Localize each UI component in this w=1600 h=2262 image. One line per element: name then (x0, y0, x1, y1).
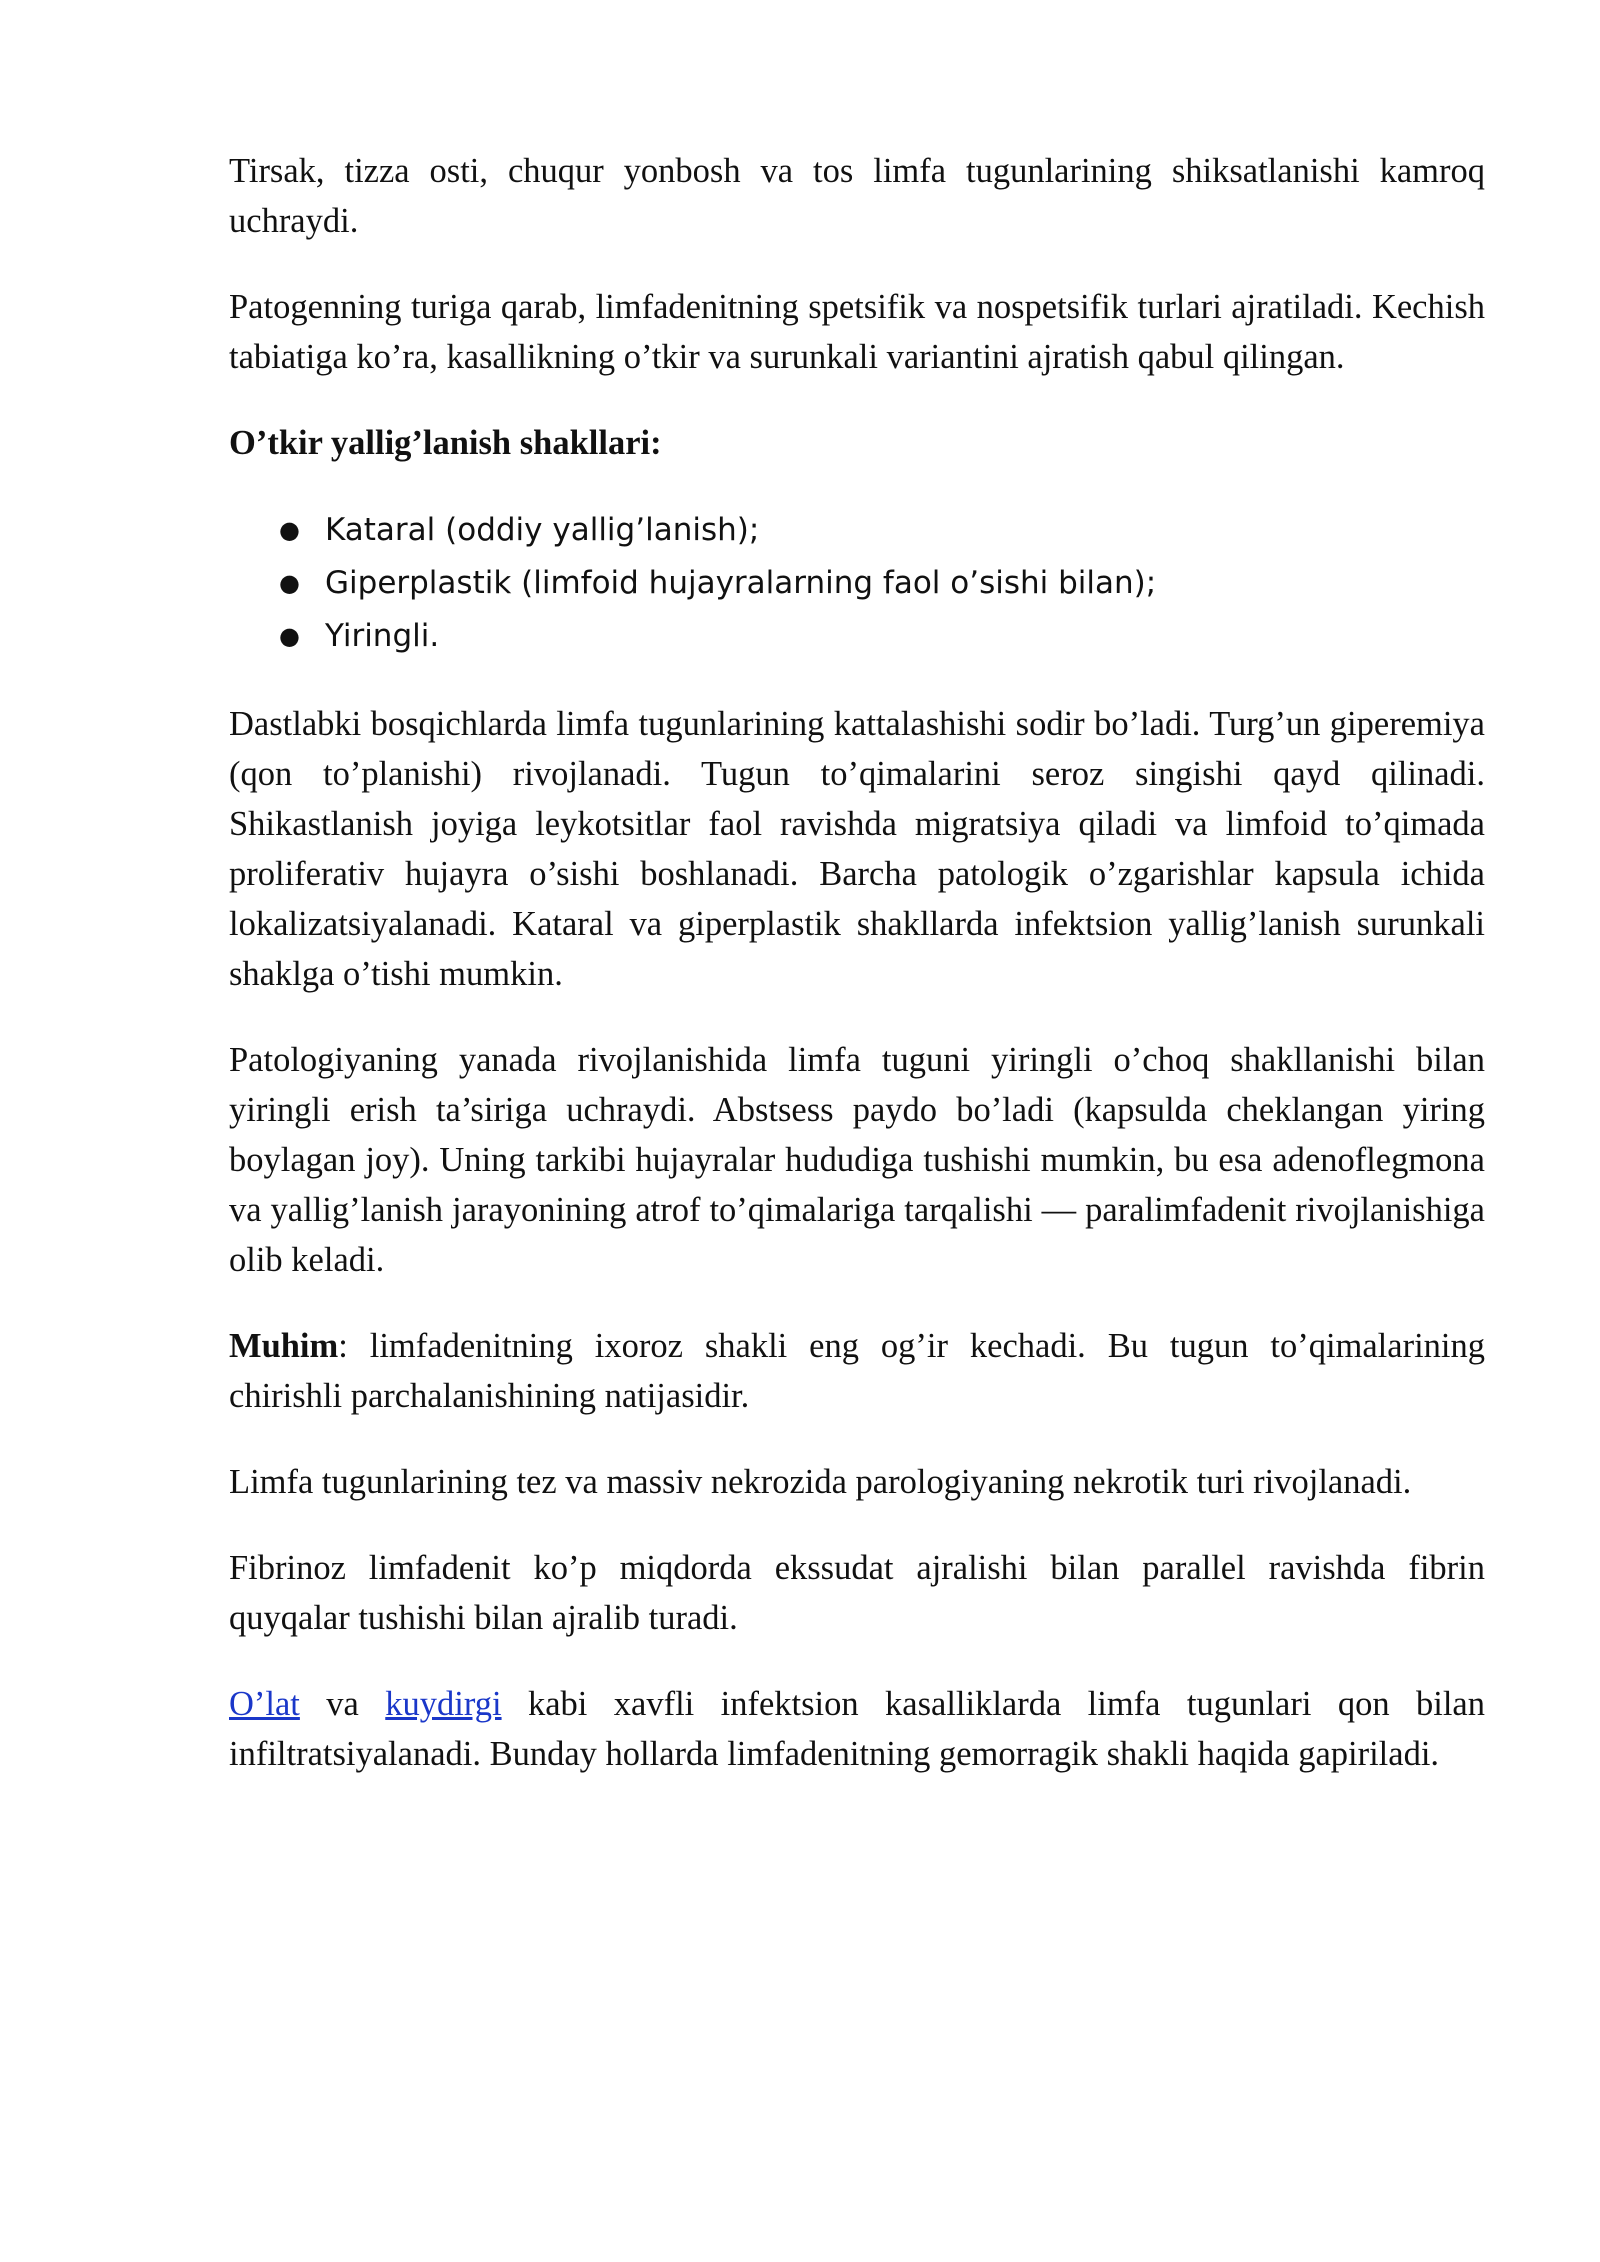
bullet-icon: ● (279, 569, 300, 597)
paragraph-7: Fibrinoz limfadenit ko’p miqdorda ekssudat ajralishi bilan parallel ravishda fibrin quyqalar tushishi bilan ajralib turadi. (229, 1549, 1485, 1637)
olat-link[interactable]: O’lat (229, 1685, 300, 1723)
bullet-list (229, 504, 1485, 663)
paragraph-8-text: kabi xavfli infektsion kasalliklarda limfa tugunlari qon bilan infiltratsiyalanadi. Bunday hollarda limfadenitning gemorragik shakli haqida gapiriladi. (229, 1685, 1485, 1773)
bullet-icon: ● (279, 622, 300, 650)
paragraph-1: Tirsak, tizza osti, chuqur yonbosh va tos limfa tugunlarining shiksatlanishi kamroq uchraydi. (229, 152, 1485, 240)
list-item (279, 557, 1485, 610)
bullet-icon: ● (279, 516, 300, 544)
paragraph-8 (229, 1679, 1485, 1779)
kuydirgi-link[interactable]: kuydirgi (385, 1685, 502, 1723)
important-label: Muhim (229, 1327, 339, 1365)
document-page (229, 146, 1485, 1815)
list-item-text: Kataral (oddiy yallig’lanish); (325, 512, 760, 548)
paragraph-4: Patologiyaning yanada rivojlanishida limfa tuguni yiringli o’choq shakllanishi bilan yiringli erish ta’siriga uchraydi. Abstsess paydo bo’ladi (kapsulda cheklangan yiring boylagan joy). Uning tarkibi hujayralar hududiga tushishi mumkin, bu esa adenoflegmona va yallig’lanish jarayonining atrof to’qimalariga tarqalishi — paralimfadenit rivojlanishiga olib keladi. (229, 1041, 1485, 1279)
list-item (279, 610, 1485, 663)
paragraph-5 (229, 1321, 1485, 1421)
section-heading: O’tkir yallig’lanish shakllari: (229, 424, 662, 462)
paragraph-8-connector: va (299, 1685, 386, 1723)
list-item-text: Giperplastik (limfoid hujayralarning faol o’sishi bilan); (325, 565, 1157, 601)
list-item-text: Yiringli. (325, 618, 440, 654)
paragraph-5-text: : limfadenitning ixoroz shakli eng og’ir kechadi. Bu tugun to’qimalarining chirishli parchalanishining natijasidir. (229, 1327, 1485, 1415)
paragraph-3: Dastlabki bosqichlarda limfa tugunlarining kattalashishi sodir bo’ladi. Turg’un giperemiya (qon to’planishi) rivojlanadi. Tugun to’qimalarini seroz singishi qayd qilinadi. Shikastlanish joyiga leykotsitlar faol ravishda migratsiya qiladi va limfoid to’qimada proliferativ hujayra o’sishi boshlanadi. Barcha patologik o’zgarishlar kapsula ichida lokalizatsiyalanadi. Kataral va giperplastik shakllarda infektsion yallig’lanish surunkali shaklga o’tishi mumkin. (229, 705, 1485, 993)
paragraph-6: Limfa tugunlarining tez va massiv nekrozida parologiyaning nekrotik turi rivojlanadi. (229, 1463, 1412, 1501)
list-item (279, 504, 1485, 557)
paragraph-2: Patogenning turiga qarab, limfadenitning spetsifik va nospetsifik turlari ajratiladi. Kechish tabiatiga ko’ra, kasallikning o’tkir va surunkali variantini ajratish qabul qilingan. (229, 288, 1485, 376)
